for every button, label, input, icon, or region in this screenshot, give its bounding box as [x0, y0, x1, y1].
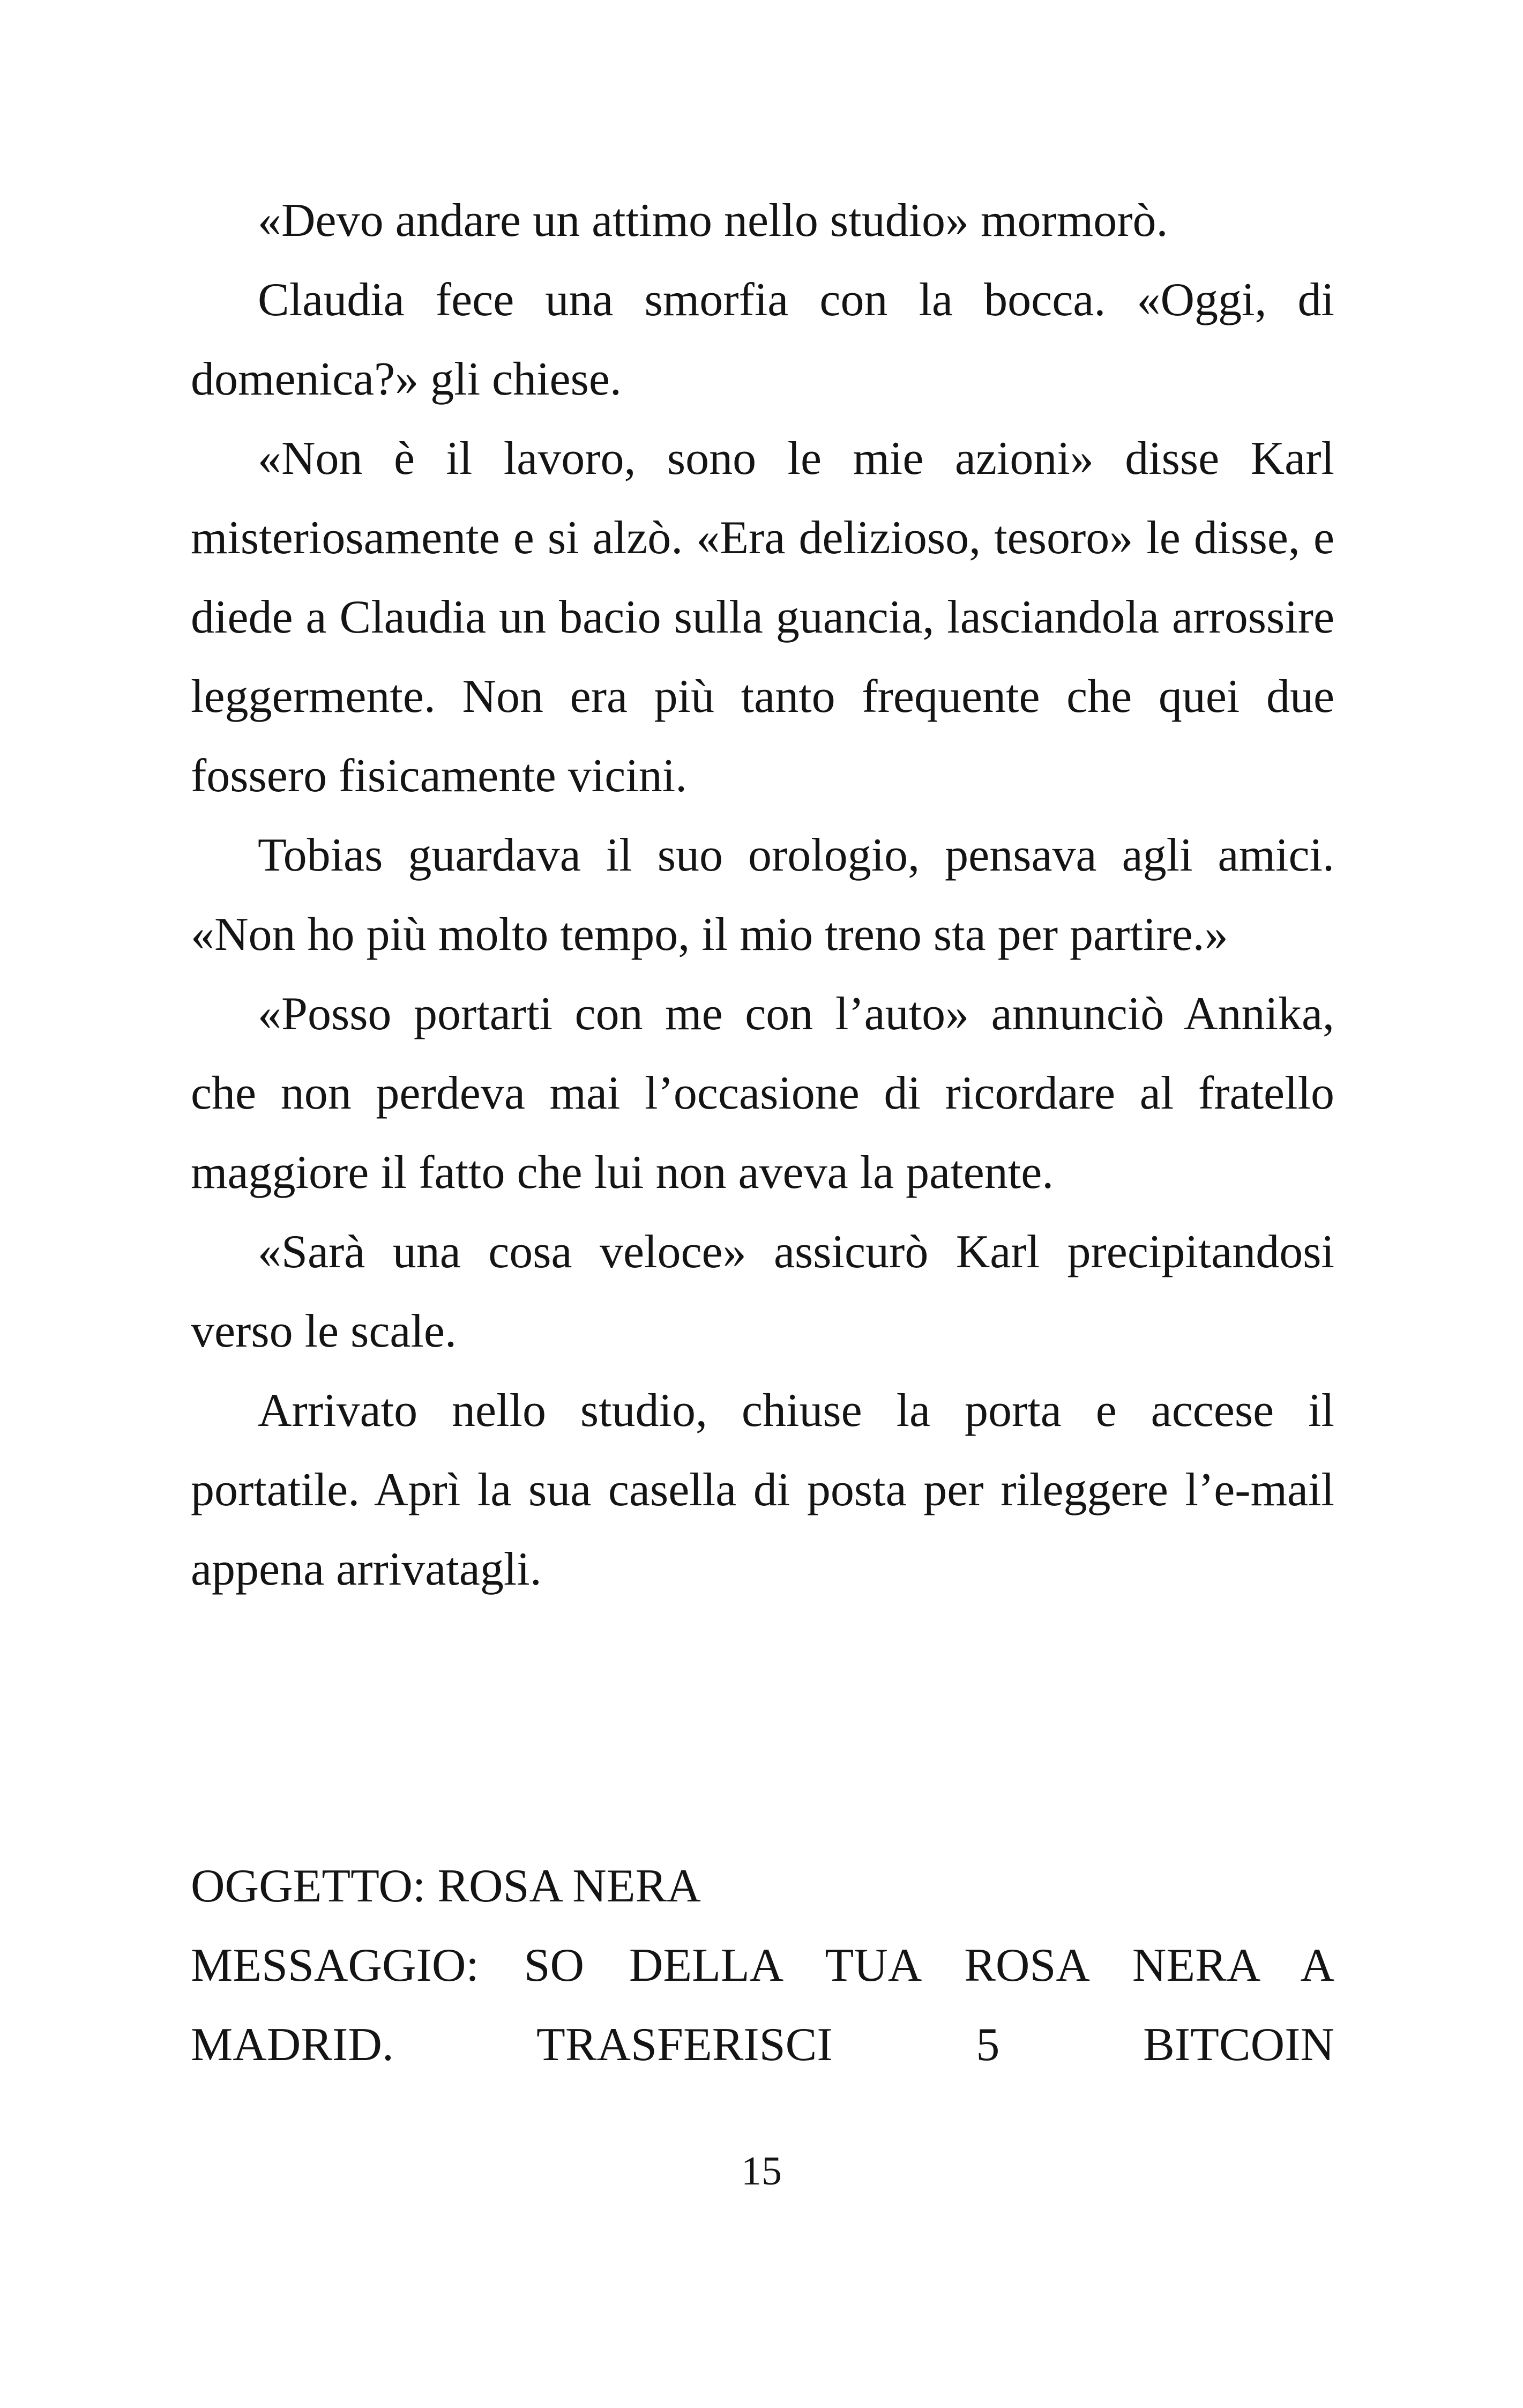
paragraph: «Devo andare un attimo nello studio» mormorò. [258, 195, 1168, 247]
body-text [191, 181, 1334, 1609]
paragraph: Arrivato nello studio, chiuse la porta e accese il portatile. Aprì la sua casella di posta per rileggere l’e-mail appena arrivatagli. [191, 1385, 1334, 1595]
email-subject: OGGETTO: ROSA NERA [191, 1860, 701, 1912]
page-number: 15 [741, 2149, 782, 2194]
paragraph: Claudia fece una smorfia con la bocca. «Oggi, di domenica?» gli chiese. [191, 274, 1334, 405]
email-message-line: MADRID. TRASFERISCI 5 BITCOIN [191, 2019, 1334, 2071]
email-message-line: MESSAGGIO: SO DELLA TUA ROSA NERA A [191, 1939, 1334, 1991]
paragraph: «Posso portarti con me con l’auto» annunciò Annika, che non perdeva mai l’occasione di ricordare al fratello maggiore il fatto che lui non aveva la patente. [191, 988, 1334, 1199]
paragraph: «Sarà una cosa veloce» assicurò Karl precipitandosi verso le scale. [191, 1226, 1334, 1357]
paragraph: «Non è il lavoro, sono le mie azioni» disse Karl misteriosamente e si alzò. «Era delizioso, tesoro» le disse, e diede a Claudia un bacio sulla guancia, lasciandola arrossire leggermente. Non era più tanto frequente che quei due fossero fisicamente vicini. [191, 433, 1334, 802]
email-block [191, 1847, 1334, 2085]
paragraph: Tobias guardava il suo orologio, pensava agli amici. «Non ho più molto tempo, il mio treno sta per partire.» [191, 829, 1334, 961]
